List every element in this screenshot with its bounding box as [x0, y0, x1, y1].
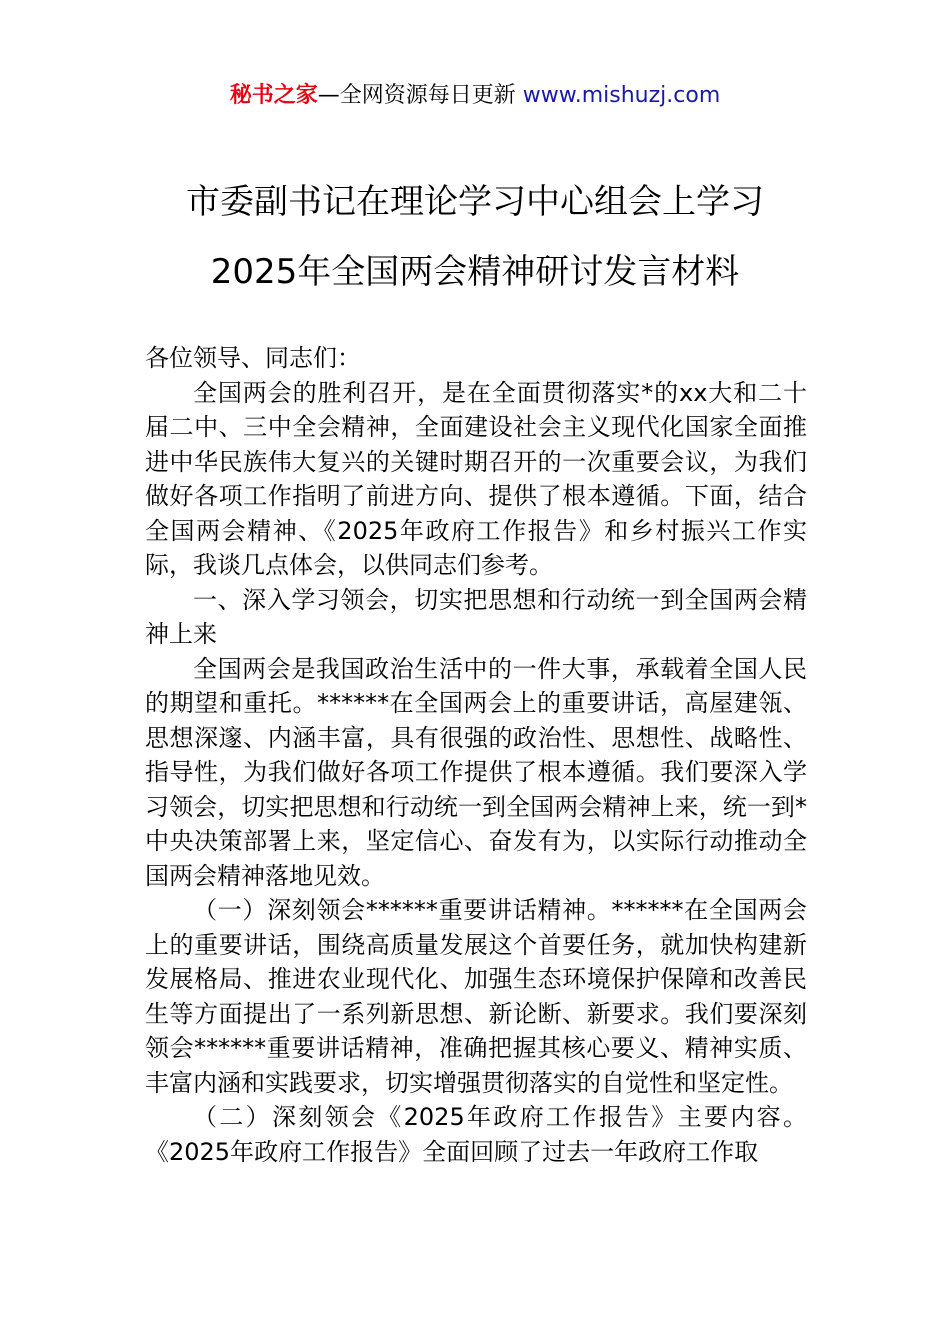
- site-tagline: —全网资源每日更新: [317, 83, 523, 108]
- site-brand: 秘书之家: [229, 83, 318, 108]
- paragraph-subsection-1: （一）深刻领会******重要讲话精神。******在全国两会上的重要讲话，围绕高质量发展这个首要任务，就加快构建新发展格局、推进农业现代化、加强生态环境保护保障和改善民生等方面提出了一系列新思想、新论断、新要求。我们要深刻领会******重要讲话精神，准确把握其核心要义、精神实质、丰富内涵和实践要求，切实增强贯彻落实的自觉性和坚定性。: [145, 896, 807, 1097]
- document-body: [145, 341, 807, 1169]
- document-title-line-1: 市委副书记在理论学习中心组会上学习: [186, 182, 764, 222]
- site-header: [0, 80, 950, 112]
- document-title-line-2: 2025年全国两会精神研讨发言材料: [210, 252, 740, 292]
- site-url-link[interactable]: www.mishuzj.com: [522, 83, 721, 108]
- paragraph-subsection-2: （二）深刻领会《2025年政府工作报告》主要内容。《2025年政府工作报告》全面回顾了过去一年政府工作取: [145, 1103, 807, 1166]
- section-heading-1: 一、深入学习领会，切实把思想和行动统一到全国两会精神上来: [145, 585, 807, 648]
- salutation: 各位领导、同志们：: [145, 344, 361, 372]
- paragraph-intro: 全国两会的胜利召开，是在全面贯彻落实*的xx大和二十届二中、三中全会精神，全面建设社会主义现代化国家全面推进中华民族伟大复兴的关键时期召开的一次重要会议，为我们做好各项工作指明了前进方向、提供了根本遵循。下面，结合全国两会精神、《2025年政府工作报告》和乡村振兴工作实际，我谈几点体会，以供同志们参考。: [145, 378, 807, 579]
- paragraph-section-1: 全国两会是我国政治生活中的一件大事，承载着全国人民的期望和重托。******在全国两会上的重要讲话，高屋建瓴、思想深邃、内涵丰富，具有很强的政治性、思想性、战略性、指导性，为我们做好各项工作提供了根本遵循。我们要深入学习领会，切实把思想和行动统一到全国两会精神上来，统一到*中央决策部署上来，坚定信心、奋发有为，以实际行动推动全国两会精神落地见效。: [145, 654, 807, 890]
